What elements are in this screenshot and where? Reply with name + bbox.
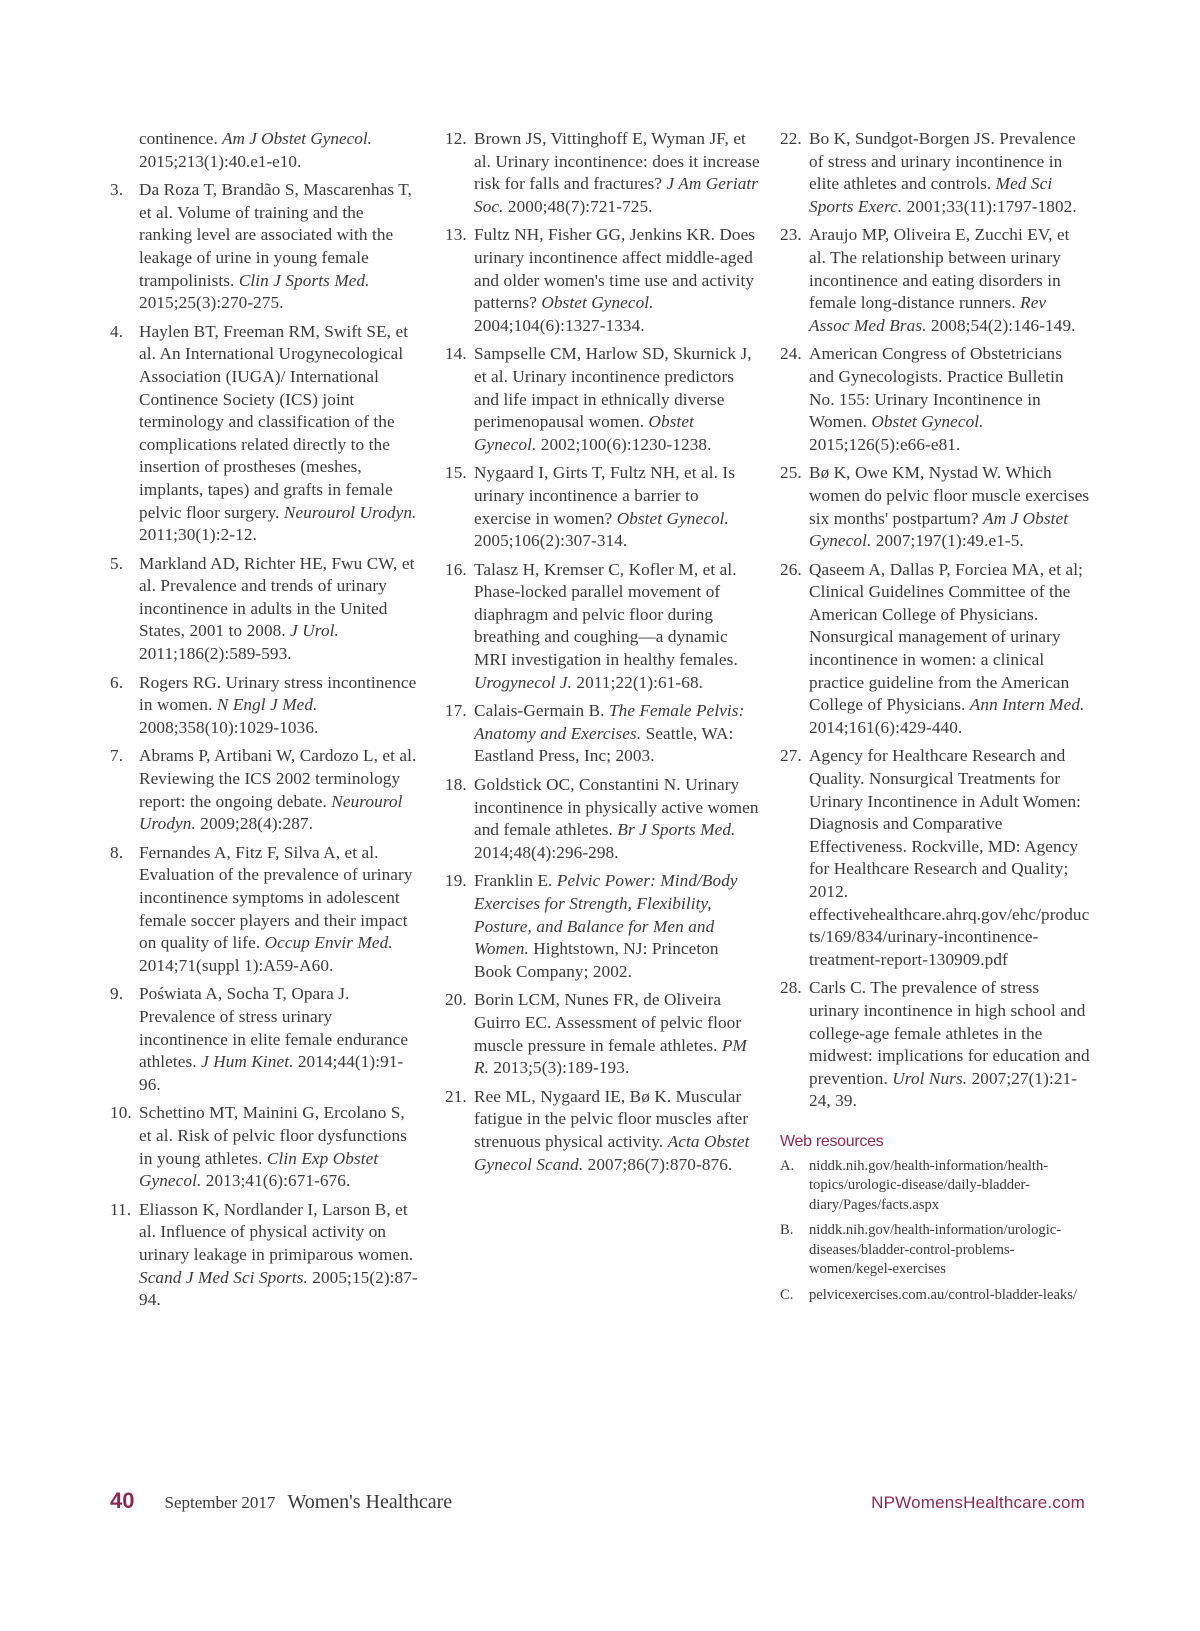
reference-item: 7. Abrams P, Artibani W, Cardozo L, et al. Reviewing the ICS 2002 terminology report: the ongoing debate. Neurourol Urodyn. 2009;28(4):287.	[110, 745, 420, 835]
reference-item: 8. Fernandes A, Fitz F, Silva A, et al. Evaluation of the prevalence of urinary incontinence symptoms in adolescent female soccer players and their impact on quality of life. Occup Envir Med. 2014;71(suppl 1):A59-A60.	[110, 842, 420, 978]
issue-date: September 2017	[164, 1493, 276, 1512]
journal-title: Neurourol Urodyn.	[139, 791, 403, 834]
reference-number: 4.	[110, 321, 124, 341]
reference-number: 24.	[780, 344, 802, 364]
reference-number: 6.	[110, 672, 124, 692]
reference-item: 11. Eliasson K, Nordlander I, Larson B, et al. Influence of physical activity on urinary leakage in primiparous women. Scand J Med Sci Sports. 2005;15(2):87-94.	[110, 1199, 420, 1312]
references-column-1	[110, 128, 420, 1318]
reference-item: 15. Nygaard I, Girts T, Fultz NH, et al. Is urinary incontinence a barrier to exercise in women? Obstet Gynecol. 2005;106(2):307-314.	[445, 462, 760, 552]
reference-item: 24. American Congress of Obstetricians and Gynecologists. Practice Bulletin No. 155: Urinary Incontinence in Women. Obstet Gynecol. 2015;126(5):e66-e81.	[780, 343, 1090, 456]
reference-number: 16.	[445, 559, 467, 579]
reference-item: 20. Borin LCM, Nunes FR, de Oliveira Guirro EC. Assessment of pelvic floor muscle pressure in female athletes. PM R. 2013;5(3):189-193.	[445, 989, 760, 1079]
journal-title: Clin J Sports Med.	[238, 270, 370, 290]
web-resource-item	[780, 1286, 1090, 1306]
reference-number: 5.	[110, 553, 124, 573]
reference-number: 9.	[110, 984, 124, 1004]
reference-number: 17.	[445, 701, 467, 721]
references-column-3	[780, 128, 1090, 1311]
web-resource-letter: B.	[780, 1222, 794, 1239]
reference-number: 25.	[780, 463, 802, 483]
web-resource-link[interactable]: niddk.nih.gov/health-information/health-topics/urologic-disease/daily-bladder-diary/Pages/facts.aspx	[809, 1157, 1049, 1213]
journal-title: Am J Obstet Gynecol.	[222, 129, 372, 148]
reference-item: 4. Haylen BT, Freeman RM, Swift SE, et al. An International Urogynecological Association (IUGA)/ International Continence Society (ICS) joint terminology and classification of the complications related directly to the insertion of prostheses (meshes, implants, tapes) and grafts in female pelvic floor surgery. Neurourol Urodyn. 2011;30(1):2-12.	[110, 321, 420, 547]
reference-item: 16. Talasz H, Kremser C, Kofler M, et al. Phase-locked parallel movement of diaphragm and pelvic floor during breathing and coughing—a dynamic MRI investigation in healthy females. Urogynecol J. 2011;22(1):61-68.	[445, 559, 760, 695]
reference-number: 13.	[445, 225, 467, 245]
reference-item: 18. Goldstick OC, Constantini N. Urinary incontinence in physically active women and female athletes. Br J Sports Med. 2014;48(4):296-298.	[445, 774, 760, 864]
web-resource-item	[780, 1221, 1090, 1280]
journal-title: N Engl J Med.	[216, 695, 318, 715]
journal-title: Urogynecol J.	[474, 672, 573, 692]
web-resource-item	[780, 1157, 1090, 1216]
reference-number: 11.	[110, 1199, 132, 1219]
reference-number: 10.	[110, 1103, 132, 1123]
journal-title: Obstet Gynecol.	[541, 293, 654, 313]
journal-title: Ann Intern Med.	[969, 695, 1085, 715]
journal-title: J Hum Kinet.	[201, 1052, 294, 1072]
reference-item: 26. Qaseem A, Dallas P, Forciea MA, et al; Clinical Guidelines Committee of the American College of Physicians. Nonsurgical management of urinary incontinence in women: a clinical practice guideline from the American College of Physicians. Ann Intern Med. 2014;161(6):429-440.	[780, 559, 1090, 740]
journal-title: J Am Geriatr Soc.	[474, 174, 759, 216]
reference-item: 25. Bø K, Owe KM, Nystad W. Which women do pelvic floor muscle exercises six months' postpartum? Am J Obstet Gynecol. 2007;197(1):49.e1-5.	[780, 462, 1090, 552]
journal-title: Obstet Gynecol.	[474, 412, 694, 454]
journal-title: The Female Pelvis: Anatomy and Exercises.	[474, 701, 745, 743]
journal-title: Obstet Gynecol.	[871, 412, 984, 432]
journal-title: Rev Assoc Med Bras.	[809, 293, 1047, 335]
reference-number: 28.	[780, 978, 802, 998]
reference-item: 23. Araujo MP, Oliveira E, Zucchi EV, et al. The relationship between urinary incontinence and eating disorders in female long-distance runners. Rev Assoc Med Bras. 2008;54(2):146-149.	[780, 224, 1090, 337]
reference-number: 3.	[110, 180, 124, 200]
magazine-name: Women's Healthcare	[287, 1491, 453, 1513]
journal-title: Urol Nurs.	[892, 1068, 968, 1088]
journal-title: Pelvic Power: Mind/Body Exercises for Strength, Flexibility, Posture, and Balance for Men and Women.	[474, 871, 738, 959]
reference-continuation: continence. Am J Obstet Gynecol. 2015;213(1):40.e1-e10.	[139, 129, 372, 171]
reference-number: 7.	[110, 746, 124, 766]
journal-title: Br J Sports Med.	[617, 820, 736, 840]
page-footer	[110, 1488, 1085, 1520]
reference-item: 22. Bo K, Sundgot-Borgen JS. Prevalence of stress and urinary incontinence in elite athletes and controls. Med Sci Sports Exerc. 2001;33(11):1797-1802.	[780, 128, 1090, 218]
reference-number: 22.	[780, 129, 802, 148]
reference-number: 8.	[110, 842, 124, 862]
website-url[interactable]: NPWomensHealthcare.com	[871, 1493, 1085, 1512]
reference-number: 12.	[445, 129, 467, 148]
reference-item: 21. Ree ML, Nygaard IE, Bø K. Muscular fatigue in the pelvic floor muscles after strenuous physical activity. Acta Obstet Gynecol Scand. 2007;86(7):870-876.	[445, 1086, 760, 1176]
reference-item: 3. Da Roza T, Brandão S, Mascarenhas T, et al. Volume of training and the ranking level are associated with the leakage of urine in young female trampolinists. Clin J Sports Med. 2015;25(3):270-275.	[110, 179, 420, 315]
page-number: 40	[110, 1488, 135, 1513]
reference-number: 15.	[445, 463, 467, 483]
reference-item: 12. Brown JS, Vittinghoff E, Wyman JF, et al. Urinary incontinence: does it increase risk for falls and fractures? J Am Geriatr Soc. 2000;48(7):721-725.	[445, 128, 760, 218]
journal-title: Scand J Med Sci Sports.	[139, 1267, 308, 1287]
reference-item: 5. Markland AD, Richter HE, Fwu CW, et al. Prevalence and trends of urinary incontinence in adults in the United States, 2001 to 2008. J Urol. 2011;186(2):589-593.	[110, 553, 420, 666]
reference-number: 19.	[445, 871, 467, 891]
web-resource-letter: A.	[780, 1157, 795, 1174]
journal-title: Clin Exp Obstet Gynecol.	[139, 1148, 379, 1191]
reference-number: 18.	[445, 775, 467, 795]
web-resource-link[interactable]: pelvicexercises.com.au/control-bladder-leaks/	[809, 1286, 1077, 1303]
journal-title: Occup Envir Med.	[264, 933, 393, 953]
reference-number: 20.	[445, 990, 467, 1010]
journal-title: Med Sci Sports Exerc.	[809, 174, 1053, 216]
journal-title: Acta Obstet Gynecol Scand.	[474, 1131, 750, 1174]
reference-item: 28. Carls C. The prevalence of stress urinary incontinence in high school and college-age female athletes in the midwest: implications for education and prevention. Urol Nurs. 2007;27(1):21-24, 39.	[780, 977, 1090, 1113]
reference-item: 14. Sampselle CM, Harlow SD, Skurnick J, et al. Urinary incontinence predictors and life impact in ethnically diverse perimenopausal women. Obstet Gynecol. 2002;100(6):1230-1238.	[445, 343, 760, 456]
journal-title: Neurourol Urodyn.	[283, 502, 417, 522]
web-resource-letter: C.	[780, 1286, 794, 1303]
reference-number: 23.	[780, 225, 802, 245]
journal-title: Am J Obstet Gynecol.	[809, 508, 1069, 551]
reference-item: 9. Poświata A, Socha T, Opara J. Prevalence of stress urinary incontinence in elite female endurance athletes. J Hum Kinet. 2014;44(1):91-96.	[110, 983, 420, 1096]
web-resource-link[interactable]: niddk.nih.gov/health-information/urologic-diseases/bladder-control-problems-women/kegel-exercises	[809, 1222, 1062, 1278]
reference-item: 13. Fultz NH, Fisher GG, Jenkins KR. Does urinary incontinence affect middle-aged and older women's time use and activity patterns? Obstet Gynecol. 2004;104(6):1327-1334.	[445, 224, 760, 337]
reference-item: 6. Rogers RG. Urinary stress incontinence in women. N Engl J Med. 2008;358(10):1029-1036.	[110, 672, 420, 740]
reference-number: 27.	[780, 746, 802, 766]
reference-item: 27. Agency for Healthcare Research and Quality. Nonsurgical Treatments for Urinary Incontinence in Adult Women: Diagnosis and Comparative Effectiveness. Rockville, MD: Agency for Healthcare Research and Quality; 2012. effectivehealthcare.ahrq.gov/ehc/products/169/834/urinary-incontinence-treatment-report-130909.pdf	[780, 745, 1090, 971]
journal-title: PM R.	[474, 1035, 747, 1078]
reference-item: 17. Calais-Germain B. The Female Pelvis: Anatomy and Exercises. Seattle, WA: Eastland Press, Inc; 2003.	[445, 700, 760, 768]
reference-item: 19. Franklin E. Pelvic Power: Mind/Body Exercises for Strength, Flexibility, Posture, and Balance for Men and Women. Hightstown, NJ: Princeton Book Company; 2002.	[445, 870, 760, 983]
journal-title: Obstet Gynecol.	[616, 508, 729, 528]
reference-number: 26.	[780, 559, 802, 579]
journal-title: J Urol.	[290, 621, 339, 641]
reference-number: 21.	[445, 1086, 467, 1106]
reference-item: 10. Schettino MT, Mainini G, Ercolano S, et al. Risk of pelvic floor dysfunctions in young athletes. Clin Exp Obstet Gynecol. 2013;41(6):671-676.	[110, 1102, 420, 1192]
references-column-2	[445, 128, 760, 1182]
web-resources-heading: Web resources	[780, 1132, 884, 1150]
reference-number: 14.	[445, 344, 467, 364]
